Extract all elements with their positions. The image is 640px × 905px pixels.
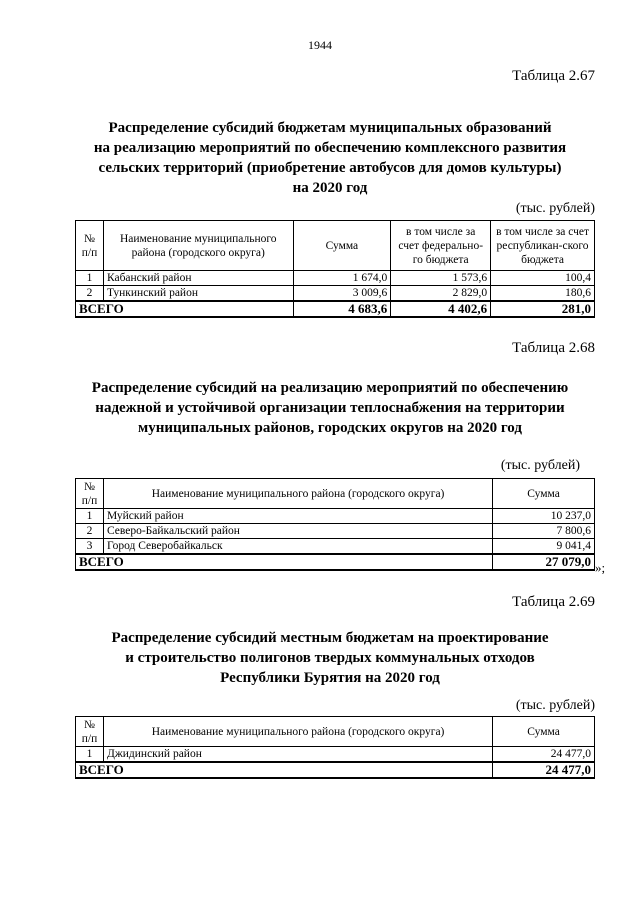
- row-sum: 3 009,6: [293, 286, 391, 302]
- title-line: и строительство полигонов твердых коммунальных отходов: [125, 650, 535, 666]
- total-sum: 27 079,0: [493, 554, 595, 570]
- header-name: Наименование муниципального района (городского округа): [103, 221, 293, 271]
- header-row: [76, 221, 595, 271]
- subsidy-table-2-67: [75, 220, 595, 318]
- units-label: (тыс. рублей): [500, 458, 580, 473]
- table-label: Таблица 2.69: [512, 594, 595, 610]
- units-label: (тыс. рублей): [515, 201, 595, 216]
- table-row: [76, 286, 595, 302]
- table-label: Таблица 2.67: [512, 68, 595, 84]
- total-label: ВСЕГО: [76, 762, 493, 778]
- row-republic: 180,6: [491, 286, 595, 302]
- header-sum: Сумма: [293, 221, 391, 271]
- row-num: 1: [76, 271, 104, 286]
- title-line: сельских территорий (приобретение автобусов для домов культуры): [98, 160, 562, 176]
- total-row: [76, 554, 595, 570]
- total-federal: 4 402,6: [391, 301, 491, 317]
- header-federal: в том числе за счет федерально-го бюджета: [391, 221, 491, 271]
- total-label: ВСЕГО: [76, 554, 493, 570]
- header-sum: Сумма: [493, 717, 595, 747]
- row-sum: 10 237,0: [493, 509, 595, 524]
- row-sum: 1 674,0: [293, 271, 391, 286]
- header-name: Наименование муниципального района (городского округа): [103, 479, 492, 509]
- total-republic: 281,0: [491, 301, 595, 317]
- row-federal: 1 573,6: [391, 271, 491, 286]
- row-federal: 2 829,0: [391, 286, 491, 302]
- total-sum: 24 477,0: [493, 762, 595, 778]
- row-name: Кабанский район: [103, 271, 293, 286]
- title-line: муниципальных районов, городских округов на 2020 год: [138, 420, 522, 436]
- table-title: [50, 378, 610, 438]
- closing-quote: »;: [595, 560, 606, 575]
- row-name: Тункинский район: [103, 286, 293, 302]
- row-sum: 7 800,6: [493, 524, 595, 539]
- total-row: [76, 301, 595, 317]
- row-num: 1: [76, 747, 104, 763]
- title-line: на 2020 год: [292, 180, 368, 196]
- header-num: № п/п: [76, 717, 104, 747]
- table-row: [76, 539, 595, 555]
- row-republic: 100,4: [491, 271, 595, 286]
- header-row: [76, 479, 595, 509]
- table-row: [76, 524, 595, 539]
- title-line: на реализацию мероприятий по обеспечению комплексного развития: [93, 140, 567, 156]
- total-label: ВСЕГО: [76, 301, 294, 317]
- header-republic: в том числе за счет республикан-ского бюджета: [491, 221, 595, 271]
- row-num: 2: [76, 524, 104, 539]
- table-row: [76, 271, 595, 286]
- row-name: Город Северобайкальск: [103, 539, 492, 555]
- title-line: Распределение субсидий бюджетам муниципальных образований: [108, 120, 552, 136]
- row-name: Джидинский район: [103, 747, 492, 763]
- units-label: (тыс. рублей): [515, 698, 595, 713]
- table-title: [60, 118, 600, 198]
- header-num: № п/п: [76, 479, 104, 509]
- subsidy-table-2-69: [75, 716, 595, 779]
- row-num: 3: [76, 539, 104, 555]
- header-row: [76, 717, 595, 747]
- title-line: Распределение субсидий на реализацию мероприятий по обеспечению: [91, 380, 569, 396]
- total-row: [76, 762, 595, 778]
- title-line: надежной и устойчивой организации теплоснабжения на территории: [95, 400, 565, 416]
- header-num: № п/п: [76, 221, 104, 271]
- row-name: Северо-Байкальский район: [103, 524, 492, 539]
- subsidy-table-2-68: [75, 478, 595, 571]
- total-sum: 4 683,6: [293, 301, 391, 317]
- table-row: [76, 509, 595, 524]
- title-line: Распределение субсидий местным бюджетам на проектирование: [111, 630, 549, 646]
- title-line: Республики Бурятия на 2020 год: [220, 670, 440, 686]
- table-label: Таблица 2.68: [512, 340, 595, 356]
- table-row: [76, 747, 595, 763]
- header-sum: Сумма: [493, 479, 595, 509]
- row-sum: 9 041,4: [493, 539, 595, 555]
- row-name: Муйский район: [103, 509, 492, 524]
- row-num: 2: [76, 286, 104, 302]
- header-name: Наименование муниципального района (городского округа): [103, 717, 492, 747]
- row-num: 1: [76, 509, 104, 524]
- table-title: [60, 628, 600, 688]
- row-sum: 24 477,0: [493, 747, 595, 763]
- page-number: 1944: [308, 38, 332, 52]
